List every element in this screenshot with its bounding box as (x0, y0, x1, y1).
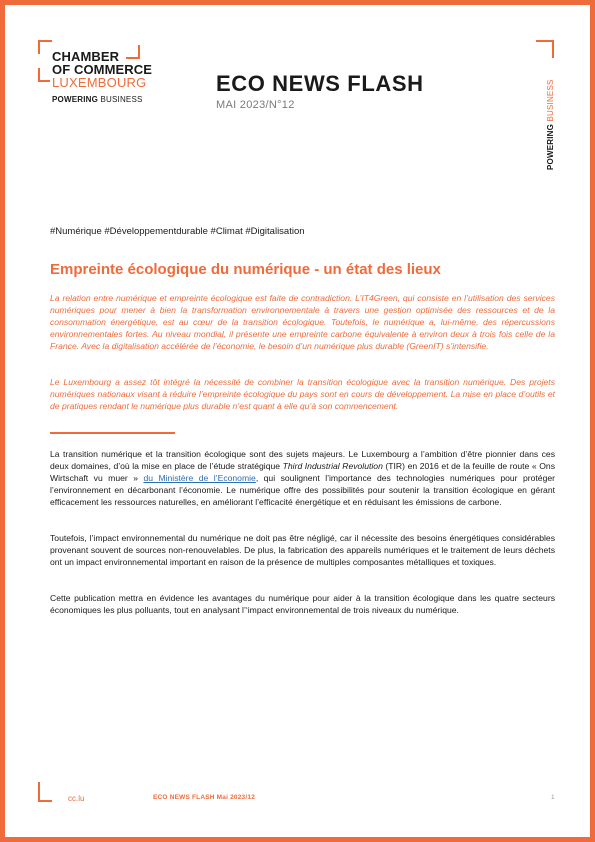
logo-line-2: OF COMMERCE (52, 62, 153, 77)
page-frame-top (0, 0, 595, 5)
intro-paragraph: Le Luxembourg a assez tôt intégré la nécessité de combiner la transition écologique avec la transition numérique. Des projets numériques nationaux visant à réduire l’empreinte écologique du pays sont en cours de développement. La mise en place d’outils et de pratiques rendant le numérique plus durable n’est quant à elle qu’à son commencement. (50, 377, 555, 411)
logo-line-1: CHAMBER (52, 49, 120, 64)
body-text: (TIR) en 2016 et de la feuille de route « Ons Wirtschaft vu muer » (50, 461, 555, 483)
side-tagline-rest: BUSINESS (546, 79, 555, 124)
footer-site-link[interactable]: cc.lu (68, 794, 85, 803)
chamber-logo (52, 50, 152, 106)
footer-publication: ECO NEWS FLASH Mai 2023/12 (153, 794, 256, 801)
body-text: , qui soulignent l’importance des technologies numériques pour protéger l’environnement en décarbonant l’économie. Le numérique offre des possibilités pour soutenir la transition écologique en gérant efficacement les ressources naturelles, en améliorant l’efficacité énergétique et en réduisant les émissions de carbone. (50, 473, 555, 507)
page-frame-left (0, 0, 5, 842)
page-frame-right (590, 0, 595, 842)
logo-tagline-bold: POWERING (52, 95, 99, 104)
article-heading: Empreinte écologique du numérique - un état des lieux (50, 261, 441, 278)
body-paragraph: Toutefois, l’impact environnemental du numérique ne doit pas être négligé, car il nécessite des besoins énergétiques considérables provenant souvent de sources non-renouvelables. De plus, la fabrication des appareils numériques et le traitement de leurs déchets ont un impact environnemental important en raison de la présence de multiples composantes métalliques et toxiques. (50, 533, 555, 567)
body-italic-text: Third Industrial Revolution (282, 461, 383, 471)
logo-bracket-top (38, 40, 52, 54)
newsletter-issue: MAI 2023/N°12 (216, 99, 295, 111)
newsletter-title: ECO NEWS FLASH (216, 71, 424, 96)
logo-line-3: LUXEMBOURG (52, 75, 147, 90)
page-frame-bottom (0, 837, 595, 842)
footer-bracket (38, 782, 52, 802)
logo-tagline (52, 93, 152, 106)
body-text: La transition numérique et la transition écologique sont des sujets majeurs. Le Luxembourg a l’ambition d’être pionnier dans ces deux domaines, d’où la mise en place de l’étude stratégique (50, 449, 555, 471)
section-divider (50, 432, 175, 434)
intro-paragraph: La relation entre numérique et empreinte écologique est faite de contradiction. L’IT4Green, qui consiste en l’utilisation des services numériques pour mener à bien la transformation environnementale à travers une gestion optimisée des ressources et de la consommation énergétique, est au cœur de la transition écologique. Toutefois, le numérique a, lui-même, des répercussions environnementales fortes. Au niveau mondial, il présente une empreinte carbone équivalente à environ deux à trois fois celle de la France. Avec la digitalisation accélérée de l’économie, le besoin d’un numérique plus durable (GreenIT) s’intensifie. (50, 293, 555, 351)
body-paragraph: Cette publication mettra en évidence les avantages du numérique pour aider à la transition écologique dans les quatre secteurs économiques les plus polluants, tout en analysant l’‘impact environnemental de trois niveaux du numérique. (50, 593, 555, 615)
side-tagline (546, 79, 555, 170)
ministere-economie-link[interactable]: du Ministère de l’Economie (143, 473, 256, 483)
page-number: 1 (551, 794, 555, 801)
side-tagline-bold: POWERING (546, 123, 555, 170)
logo-tagline-rest: BUSINESS (98, 95, 143, 104)
hashtags: #Numérique #Développementdurable #Climat #Digitalisation (50, 226, 305, 237)
body-paragraph (50, 448, 555, 508)
side-bracket (536, 40, 554, 58)
logo-bracket-bottom (38, 68, 50, 82)
